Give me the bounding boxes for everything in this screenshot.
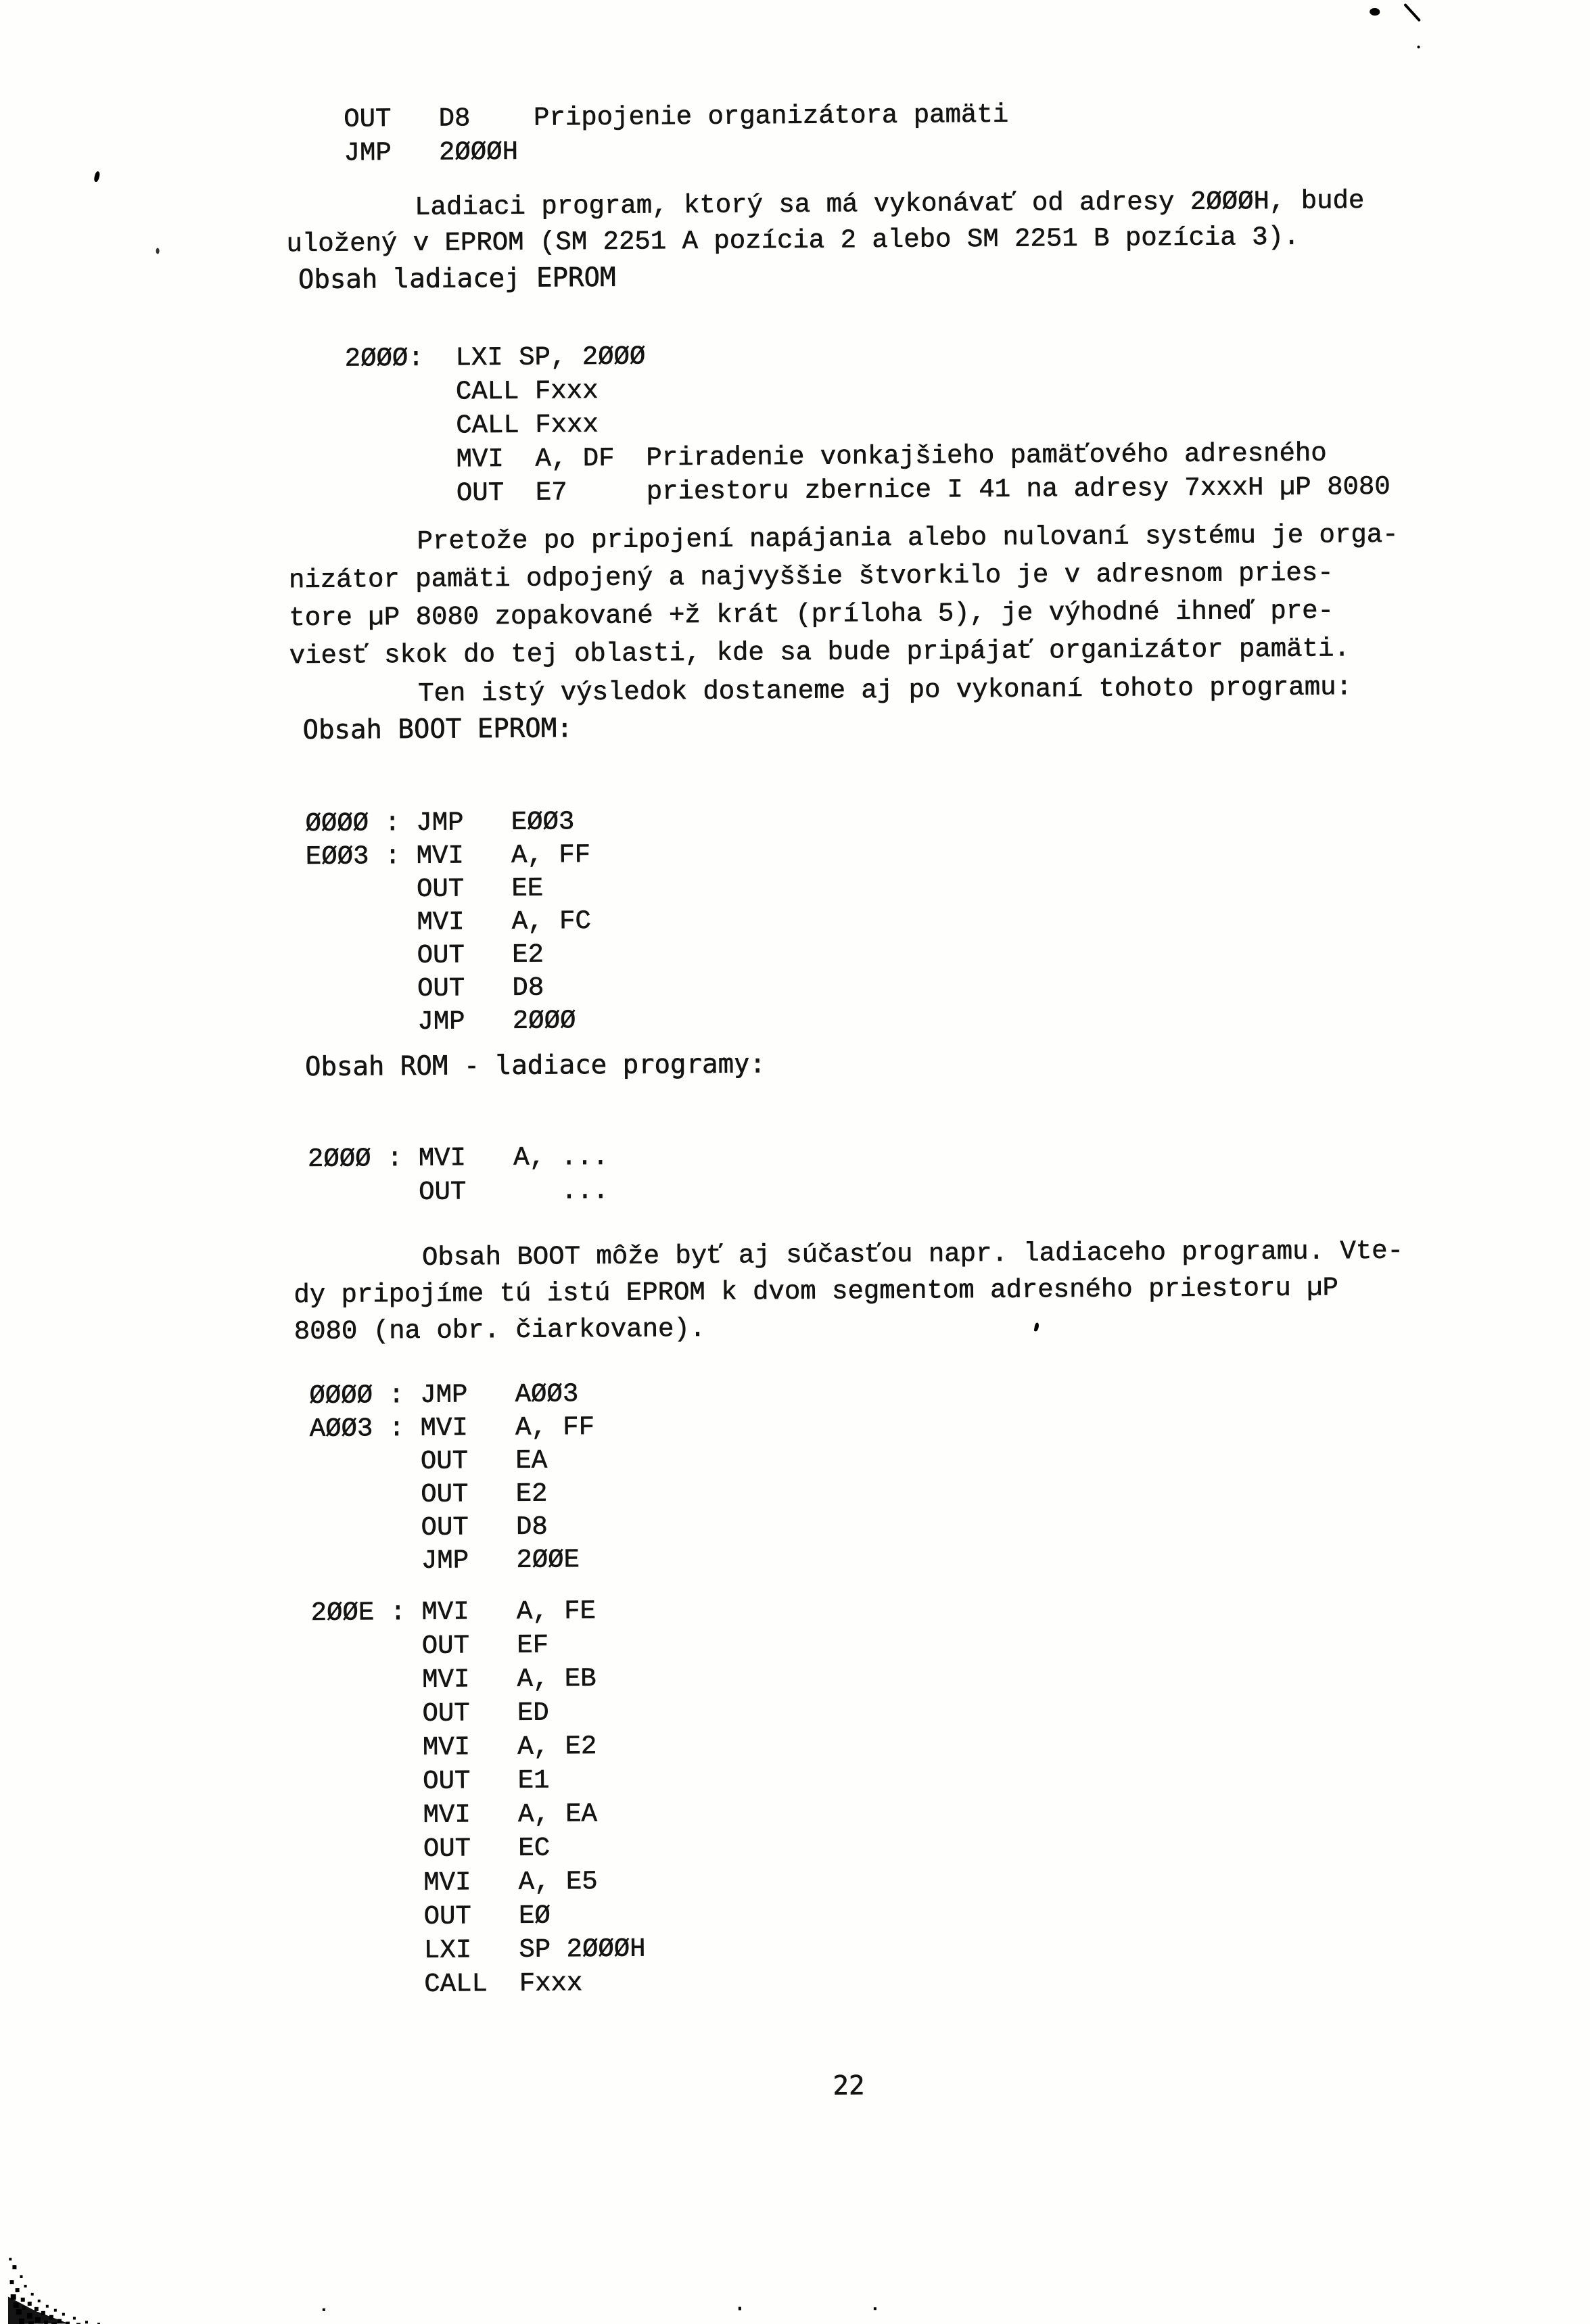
code-listing-boot-eprom: ØØØØ : JMP EØØ3 EØØ3 : MVI A, FF OUT EE MVI A, FC OUT E2 OUT D8 JMP 2ØØØ [305, 807, 591, 1038]
code-listing-rom: 2ØØØ : MVI A, ... OUT ... [307, 1142, 609, 1209]
scan-speck-bottom-3 [874, 2307, 876, 2310]
code-listing-dual-segment-part1: ØØØØ : JMP AØØ3 AØØ3 : MVI A, FF OUT EA OUT E2 OUT D8 JMP 2ØØE [309, 1379, 595, 1577]
page-number: 22 [833, 2070, 865, 2101]
scan-noise-bottom-left-cluster [9, 2258, 11, 2260]
code-listing-dual-segment-part2: 2ØØE : MVI A, FE OUT EF MVI A, EB OUT ED MVI A, E2 OUT E1 MVI A, EA OUT EC MVI A, E5 OUT EØ LXI SP 2ØØØH CALL Fxxx [310, 1596, 646, 2000]
heading-obsah-rom: Obsah ROM - ladiace programy: [304, 1048, 766, 1083]
scan-speck-top-right-mini [1418, 46, 1420, 49]
scan-speck-top-right-dot [1370, 8, 1380, 16]
heading-obsah-ladiacej-eprom: Obsah ladiacej EPROM [298, 262, 616, 296]
scan-noise-bottom-left-corner [8, 2292, 69, 2324]
paragraph-obsah-boot: Obsah BOOT môže byť aj súčasťou napr. ladiaceho programu. Vte- dy pripojíme tú istú EPROM k dvom segmentom adresného priestoru µP 8080 (na obr. čiarkovane). [294, 1236, 1404, 1347]
paragraph-ladiaci-program: Ladiaci program, ktorý sa má vykonávať od adresy 2ØØØH, bude uložený v EPROM (SM 2251 A pozícia 2 alebo SM 2251 B pozícia 3). [286, 186, 1365, 260]
scan-speck-bottom-2 [739, 2307, 741, 2310]
line-ten-isty-vysledok: Ten istý výsledok dostaneme aj po vykonaní tohoto programu: [418, 672, 1353, 709]
scan-speck-top-right-tick [1403, 3, 1421, 22]
intro-code-listing: OUT D8 Pripojenie organizátora pamäti JMP 2ØØØH [344, 99, 1009, 168]
code-listing-ladiacej-eprom: 2ØØØ: LXI SP, 2ØØØ CALL Fxxx CALL Fxxx MVI A, DF Priradenie vonkajšieho pamäťového adresného OUT E7 priestoru zbernice I 41 na adresy 7xxxH µP 8080 [344, 342, 1390, 509]
heading-obsah-boot-eprom: Obsah BOOT EPROM: [302, 713, 573, 746]
scan-speck-left-margin-small [156, 248, 160, 254]
paragraph-pretoze: Pretože po pripojení napájania alebo nulovaní systému je orga- nizátor pamäti odpojený a najvyššie štvorkilo je v adresnom pries- tore µP 8080 zopakované +ž krát (príloha 5), je výhodné ihneď pre- viesť skok do tej oblasti, kde sa bude pripájať organizátor pamäti. [288, 519, 1399, 672]
scan-speck-left-margin-apostrophe [93, 171, 101, 183]
scan-speck-bottom-1 [323, 2308, 325, 2311]
